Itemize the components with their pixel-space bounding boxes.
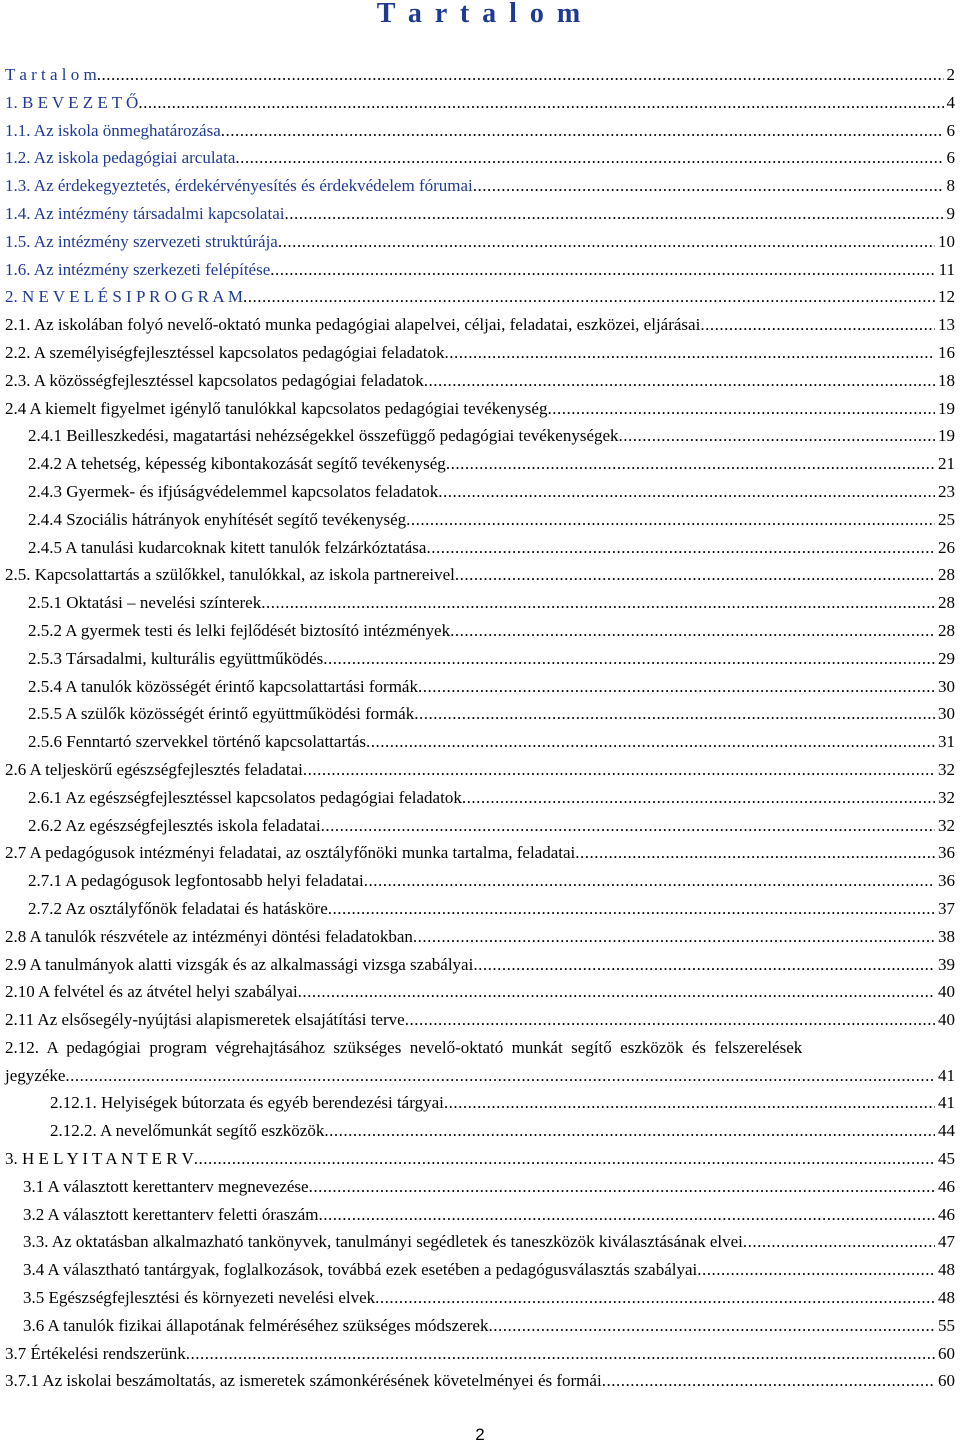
dot-leader — [426, 534, 935, 562]
toc-entry[interactable] — [5, 339, 955, 367]
toc-entry-title: 2.5.5 A szülők közösségét érintő együttműködési formák — [28, 704, 415, 724]
dot-leader — [547, 395, 935, 423]
toc-entry-page: 32 — [938, 759, 955, 779]
toc-entry[interactable] — [5, 144, 955, 172]
toc-entry-line[interactable] — [5, 1034, 955, 1062]
dot-leader — [321, 812, 935, 840]
toc-entry-title: 1.6. Az intézmény szerkezeti felépítése — [5, 259, 271, 279]
dot-leader — [446, 450, 935, 478]
toc-entry-page: 38 — [938, 926, 955, 946]
toc-entry[interactable] — [5, 978, 955, 1006]
dot-leader — [473, 172, 944, 200]
toc-entry-title: T a r t a l o m — [5, 65, 97, 84]
toc-entry[interactable] — [5, 923, 955, 951]
toc-entry[interactable] — [5, 589, 955, 617]
toc-entry-title: 2.7.1 A pedagógusok legfontosabb helyi feladatai — [28, 871, 364, 891]
toc-entry[interactable] — [5, 1089, 955, 1117]
toc-entry[interactable] — [5, 1228, 955, 1256]
toc-entry[interactable] — [5, 61, 955, 89]
dot-leader — [697, 1256, 935, 1284]
toc-entry[interactable] — [5, 728, 955, 756]
dot-leader — [328, 895, 935, 923]
toc-entry-title: 2.5.1 Oktatási – nevelési színterek — [28, 593, 262, 613]
toc-entry-title: 1.3. Az érdekegyeztetés, érdekérvényesítés és érdekvédelem fórumai — [5, 176, 473, 196]
toc-entry-page: 19 — [938, 398, 955, 418]
toc-entry[interactable] — [5, 895, 955, 923]
dot-leader — [323, 645, 935, 673]
dot-leader — [303, 756, 935, 784]
toc-entry[interactable] — [5, 117, 955, 145]
toc-entry-title: 2.5.6 Fenntartó szervekkel történő kapcsolattartás — [28, 732, 366, 752]
toc-entry-title: 2.4.5 A tanulási kudarcoknak kitett tanulók felzárkóztatása — [28, 537, 427, 557]
dot-leader — [473, 951, 935, 979]
toc-entry-page: 11 — [938, 259, 955, 279]
toc-entry-title: 2.12.1. Helyiségek bútorzata és egyéb berendezési tárgyai — [50, 1093, 444, 1113]
toc-entry-page: 12 — [938, 287, 955, 307]
toc-entry[interactable] — [5, 311, 955, 339]
toc-entry[interactable] — [5, 645, 955, 673]
toc-entry-page: 28 — [938, 593, 955, 613]
toc-entry[interactable] — [5, 951, 955, 979]
toc-entry-page: 25 — [938, 509, 955, 529]
toc-entry-title: 1.5. Az intézmény szervezeti struktúrája — [5, 231, 278, 251]
toc-entry-page: 31 — [938, 732, 955, 752]
toc-entry[interactable] — [5, 89, 955, 117]
toc-entry-title: jegyzéke — [5, 1065, 66, 1085]
toc-entry[interactable] — [5, 617, 955, 645]
toc-entry-title: 2.4.4 Szociális hátrányok enyhítését segítő tevékenység — [28, 509, 407, 529]
toc-entry-page: 18 — [938, 370, 955, 390]
dot-leader — [743, 1228, 935, 1256]
dot-leader — [462, 784, 935, 812]
toc-entry-page: 36 — [938, 843, 955, 863]
dot-leader — [413, 923, 935, 951]
toc-entry-title: 3. H E L Y I T A N T E R V — [5, 1149, 194, 1169]
toc-entry-title: 1. B E V E Z E T Ő — [5, 92, 139, 112]
toc-entry-title: 2.11 Az elsősegély-nyújtási alapismeretek elsajátítási terve — [5, 1010, 405, 1030]
dot-leader — [455, 561, 935, 589]
dot-leader — [444, 1089, 935, 1117]
toc-entry-page: 60 — [938, 1371, 955, 1391]
toc-entry[interactable] — [5, 1062, 955, 1090]
toc-entry-page: 48 — [938, 1288, 955, 1308]
dot-leader — [309, 1173, 935, 1201]
dot-leader — [324, 1117, 935, 1145]
dot-leader — [194, 1145, 935, 1173]
toc-entry-title: 3.1 A választott kerettanterv megnevezése — [23, 1176, 309, 1196]
page-title: T a r t a l o m — [376, 0, 584, 29]
toc-entry-title: 2.5.2 A gyermek testi és lelki fejlődését biztosító intézmények — [28, 620, 451, 640]
toc-entry-title: 1.1. Az iskola önmeghatározása — [5, 120, 221, 140]
toc-entry-page: 9 — [946, 203, 955, 223]
toc-entry-page: 32 — [938, 787, 955, 807]
toc-entry-page: 41 — [938, 1065, 955, 1085]
dot-leader — [438, 478, 935, 506]
toc-entry-title: 3.2 A választott kerettanterv feletti óraszám — [23, 1204, 319, 1224]
dot-leader — [405, 1006, 935, 1034]
toc-entry-page: 8 — [946, 176, 955, 196]
toc-entry-page: 13 — [938, 315, 955, 335]
dot-leader — [406, 506, 935, 534]
page-number: 2 — [475, 1425, 485, 1444]
toc-entry-title: 3.5 Egészségfejlesztési és környezeti nevelési elvek — [23, 1288, 376, 1308]
toc-entry-title: 2.4.3 Gyermek- és ifjúságvédelemmel kapcsolatos feladatok — [28, 481, 439, 501]
toc-entry-title: 2.12.2. A nevelőmunkát segítő eszközök — [50, 1121, 325, 1141]
dot-leader — [364, 867, 935, 895]
dot-leader — [261, 589, 935, 617]
toc-entry-title: 3.3. Az oktatásban alkalmazható tankönyvek, tanulmányi segédletek és taneszközök kiválasztásának elvei — [23, 1232, 743, 1252]
toc-entry[interactable] — [5, 200, 955, 228]
toc-entry[interactable] — [5, 700, 955, 728]
toc-entry[interactable] — [5, 395, 955, 423]
toc-entry-title: 2.6 A teljeskörű egészségfejlesztés feladatai — [5, 759, 303, 779]
toc-entry-title: 2.9 A tanulmányok alatti vizsgák és az alkalmassági vizsga szabályai — [5, 954, 474, 974]
toc-entry-page: 4 — [946, 92, 955, 112]
toc-entry[interactable] — [5, 1256, 955, 1284]
dot-leader — [65, 1062, 935, 1090]
dot-leader — [97, 61, 944, 89]
dot-leader — [186, 1340, 935, 1368]
toc-entry-title: 2.3. A közösségfejlesztéssel kapcsolatos pedagógiai feladatok — [5, 370, 424, 390]
dot-leader — [270, 256, 935, 284]
dot-leader — [602, 1367, 935, 1395]
toc-entry[interactable] — [5, 450, 955, 478]
toc-entry-page: 30 — [938, 676, 955, 696]
toc-entry-page: 32 — [938, 815, 955, 835]
dot-leader — [221, 117, 944, 145]
toc-entry-page: 19 — [938, 426, 955, 446]
toc-entry-title: 2.12. A pedagógiai program végrehajtásához szükséges nevelő-oktató munkát segítő eszközök és felszerelések — [5, 1037, 803, 1057]
dot-leader — [700, 311, 935, 339]
toc-entry[interactable] — [5, 256, 955, 284]
toc-entry[interactable] — [5, 534, 955, 562]
dot-leader — [418, 673, 935, 701]
toc-entry-title: 2.5.3 Társadalmi, kulturális együttműködés — [28, 648, 324, 668]
toc-entry-page: 6 — [946, 120, 955, 140]
toc-entry-title: 2.5.4 A tanulók közösségét érintő kapcsolattartási formák — [28, 676, 418, 696]
toc-entry-page: 30 — [938, 704, 955, 724]
toc-entry-page: 44 — [938, 1121, 955, 1141]
toc-entry-page: 26 — [938, 537, 955, 557]
toc-entry-page: 10 — [938, 231, 955, 251]
toc-entry-page: 46 — [938, 1204, 955, 1224]
toc-entry[interactable] — [5, 784, 955, 812]
toc-entry[interactable] — [5, 1201, 955, 1229]
toc-entry[interactable] — [5, 1117, 955, 1145]
toc-entry[interactable] — [5, 283, 955, 311]
toc-entry-page: 36 — [938, 871, 955, 891]
toc-entry[interactable] — [5, 1312, 955, 1340]
toc-entry[interactable] — [5, 367, 955, 395]
toc-entry[interactable] — [5, 1367, 955, 1395]
toc-entry-title: 2.8 A tanulók részvétele az intézményi döntési feladatokban — [5, 926, 413, 946]
toc-entry-title: 1.2. Az iskola pedagógiai arculata — [5, 148, 236, 168]
toc-entry-title: 2.4.1 Beilleszkedési, magatartási nehézségekkel összefüggő pedagógiai tevékenységek — [28, 426, 619, 446]
toc-entry-title: 2.6.1 Az egészségfejlesztéssel kapcsolatos pedagógiai feladatok — [28, 787, 462, 807]
toc-entry-title: 2.2. A személyiségfejlesztéssel kapcsolatos pedagógiai feladatok — [5, 342, 445, 362]
toc-entry-title: 3.4 A választható tantárgyak, foglalkozások, továbbá ezek esetében a pedagógusválasztás szabályai — [23, 1260, 698, 1280]
toc-entry-page: 46 — [938, 1176, 955, 1196]
toc-entry-title: 2. N E V E L É S I P R O G R A M — [5, 287, 244, 307]
toc-entry-page: 39 — [938, 954, 955, 974]
toc-entry-page: 41 — [938, 1093, 955, 1113]
toc-entry-page: 2 — [946, 65, 955, 84]
dot-leader — [424, 367, 935, 395]
toc-entry-page: 47 — [938, 1232, 955, 1252]
toc-entry[interactable] — [5, 172, 955, 200]
toc-entry-title: 2.4 A kiemelt figyelmet igénylő tanulókkal kapcsolatos pedagógiai tevékenység — [5, 398, 548, 418]
dot-leader — [450, 617, 935, 645]
toc-entry-page: 28 — [938, 565, 955, 585]
toc-entry-page: 28 — [938, 620, 955, 640]
dot-leader — [414, 700, 935, 728]
dot-leader — [366, 728, 935, 756]
toc-entry[interactable] — [5, 1284, 955, 1312]
dot-leader — [284, 200, 943, 228]
toc-entry[interactable] — [5, 756, 955, 784]
toc-entry[interactable] — [5, 812, 955, 840]
toc-entry[interactable] — [5, 1173, 955, 1201]
toc-entry[interactable] — [5, 561, 955, 589]
dot-leader — [319, 1201, 936, 1229]
toc-entry-title: 2.6.2 Az egészségfejlesztés iskola feladatai — [28, 815, 321, 835]
toc-entry[interactable] — [5, 228, 955, 256]
toc-entry-title: 2.7.2 Az osztályfőnök feladatai és hatásköre — [28, 898, 328, 918]
toc-entry-page: 55 — [938, 1315, 955, 1335]
table-of-contents — [5, 61, 955, 1395]
toc-entry-page: 23 — [938, 481, 955, 501]
toc-entry-title: 3.7 Értékelési rendszerünk — [5, 1343, 186, 1363]
dot-leader — [488, 1312, 935, 1340]
toc-entry-title: 2.5. Kapcsolattartás a szülőkkel, tanulókkal, az iskola partnereivel — [5, 565, 455, 585]
dot-leader — [278, 228, 935, 256]
toc-entry-title: 1.4. Az intézmény társadalmi kapcsolatai — [5, 203, 285, 223]
toc-entry[interactable] — [5, 1145, 955, 1173]
dot-leader — [298, 978, 935, 1006]
toc-entry-title: 2.10 A felvétel és az átvétel helyi szabályai — [5, 982, 298, 1002]
dot-leader — [243, 283, 935, 311]
toc-entry-page: 6 — [946, 148, 955, 168]
toc-entry-page: 16 — [938, 342, 955, 362]
dot-leader — [575, 839, 935, 867]
toc-entry-page: 40 — [938, 982, 955, 1002]
toc-entry[interactable] — [5, 506, 955, 534]
toc-entry-title: 3.7.1 Az iskolai beszámoltatás, az ismeretek számonkérésének követelményei és formái — [5, 1371, 602, 1391]
toc-entry-page: 45 — [938, 1149, 955, 1169]
toc-entry-title: 2.7 A pedagógusok intézményi feladatai, az osztályfőnöki munka tartalma, feladatai — [5, 843, 576, 863]
toc-entry[interactable] — [5, 867, 955, 895]
toc-entry[interactable] — [5, 673, 955, 701]
toc-entry-title: 2.4.2 A tehetség, képesség kibontakozását segítő tevékenység — [28, 454, 446, 474]
toc-entry[interactable] — [5, 422, 955, 450]
toc-entry-page: 60 — [938, 1343, 955, 1363]
toc-entry[interactable] — [5, 839, 955, 867]
toc-entry[interactable] — [5, 1006, 955, 1034]
dot-leader — [619, 422, 935, 450]
toc-entry[interactable] — [5, 478, 955, 506]
toc-entry-title: 2.1. Az iskolában folyó nevelő-oktató munka pedagógiai alapelvei, céljai, feladatai, eszközei, eljárásai — [5, 315, 701, 335]
toc-entry[interactable] — [5, 1340, 955, 1368]
toc-entry-page: 37 — [938, 898, 955, 918]
dot-leader — [138, 89, 943, 117]
toc-entry-page: 48 — [938, 1260, 955, 1280]
toc-entry-page: 29 — [938, 648, 955, 668]
toc-entry-title: 3.6 A tanulók fizikai állapotának felméréséhez szükséges módszerek — [23, 1315, 489, 1335]
dot-leader — [235, 144, 943, 172]
toc-entry-page: 21 — [938, 454, 955, 474]
toc-entry-page: 40 — [938, 1010, 955, 1030]
dot-leader — [445, 339, 935, 367]
dot-leader — [375, 1284, 935, 1312]
